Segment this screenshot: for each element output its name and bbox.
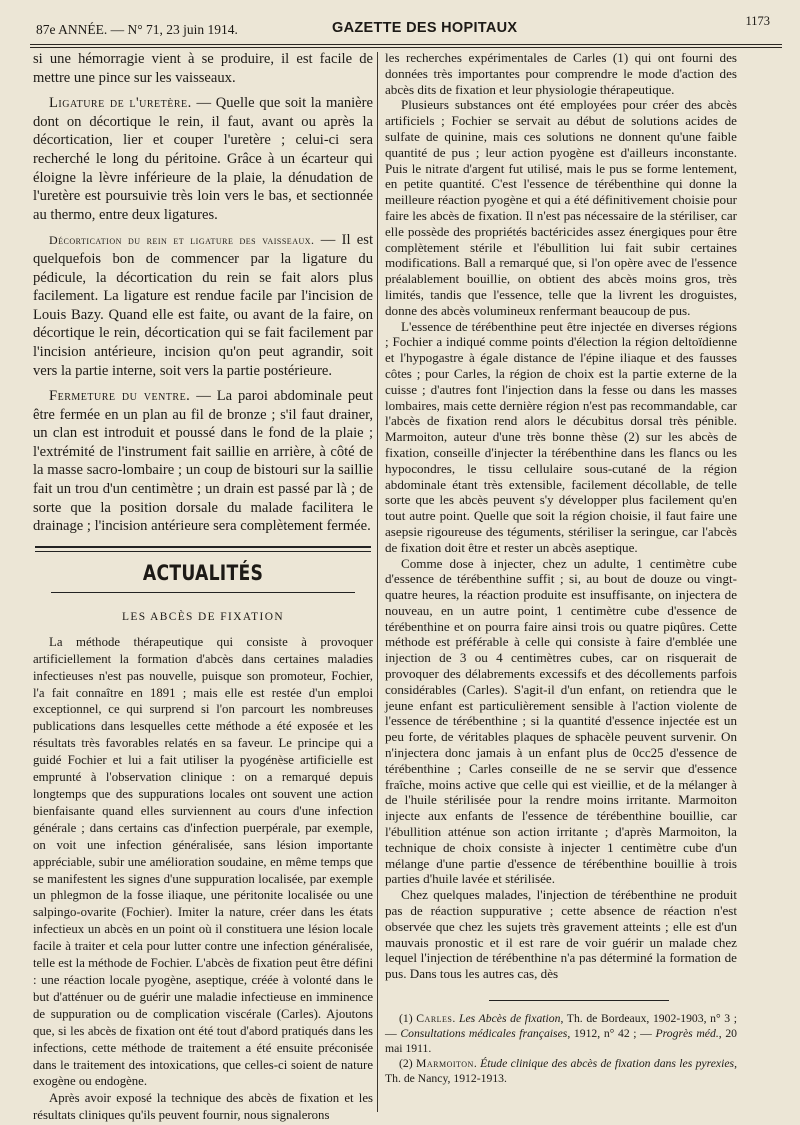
- paragraph: [33, 231, 373, 380]
- paragraph: si une hémorragie vient à se produire, il est facile de mettre une pince sur les vaisseaux.: [33, 51, 373, 86]
- paragraph: L'essence de térébenthine peut être injectée en diverses régions ; Fochier a indiqué comme points d'élection la région deltoïdienne et l'hypogastre à égale distance de l'épine iliaque et des fausses côtes ; pour Carles, la région de choix est la partie externe de la cuisse ; d'autres font l'injection dans la fesse ou dans les masses lombaires, mais cette dernière région n'est pas recommandable, car l'abcès de fixation rend alors le décubitus dorsal très pénible. Marmoiton, auteur d'une très bonne thèse (2) sur les abcès de fixation, conseille d'injecter la térébenthine dans les flancs ou les hypocondres, le tissu cellulaire sous-cutané de la région abdominale étant très extensible, facilement décollable, de telle sorte que les abcès peuvent s'y développer plus facilement qu'en tout autre point. Quelle que soit la région choisie, il faut faire une asepsie rigoureuse des téguments, stériliser la seringue, car l'abcès de fixation doit être et rester un abcès aseptique.: [385, 318, 737, 555]
- paragraph: Comme dose à injecter, chez un adulte, 1 centimètre cube d'essence de térébenthine suffit ; si, au bout de douze ou vingt-quatre heures, la réaction produite est insuffisante, on injectera de nouveau, en un autre point, 1 centimètre cube d'essence de térébenthine et on pourra faire ainsi trois ou quatre piqûres. Cette méthode est préférable à celle qui consiste à faire d'emblée une injection de 3 ou 4 centimètres cubes, car on risquerait de provoquer des délabrements excessifs et des décollements parfois considérables (Carles). S'agit-il d'un enfant, on retiendra que le jeune enfant est particulièrement sensible à l'action violente de l'essence de térébenthine ; si la quantité d'essence injectée est un peu forte, de véritables plaques de sphacèle peuvent survenir. On n'injectera donc jamais à un enfant plus de 0cc25 d'essence de térébenthine ; Carles conseille de ne se servir que d'essence fraîche, moins active que celle qui est vieillie, et de la mélanger à de l'huile stérilisée pour la rendre moins irritante. Marmoiton injecte aux enfants de l'essence de térébenthine bouillie, car l'ébullition atténue son action irritante ; d'après Marmoiton, la technique de choix consiste à injecter 1 centimètre cube d'un mélange d'une partie d'essence de térébenthine bouillie à trois parties d'huile lavée et stérilisée.: [385, 555, 737, 887]
- section-rule-thin: [51, 592, 355, 593]
- footnotes: [385, 1011, 737, 1086]
- page-number: 1173: [745, 14, 770, 28]
- footnote-marker: (2): [399, 1057, 416, 1071]
- footnote-text: , Th. de Bordeaux, 1902-1903, n° 3 ; —: [385, 1012, 737, 1041]
- section-rule: [35, 546, 371, 552]
- paragraph-text: — La paroi abdominale peut être fermée en un plan au fil de bronze ; s'il faut drainer, un clan est introduit et poussé dans le fond de la plaie ; l'extrémité de l'instrument fait saillie en arrière, à côté de la masse sacro-lombaire ; un coup de bistouri sur la saillie fait un trou d'un centimètre ; un drain est passé par là ; de sorte que la position dorsale du malade facilitera le drainage ; l'incision antérieure sera complètement fermée.: [33, 388, 373, 535]
- footnote-text: , 20 mai 1911.: [385, 1027, 738, 1056]
- section-heading: Décortication du rein et ligature des vaisseaux.: [49, 233, 315, 248]
- section-heading: Ligature de l'uretère.: [49, 95, 192, 112]
- left-column: [33, 50, 373, 1124]
- footnote-text: .: [473, 1057, 481, 1071]
- footnote: [385, 1056, 737, 1086]
- paragraph: Plusieurs substances ont été employées pour créer des abcès artificiels ; Fochier se servait au début de solutions acides de sulfate de quinine, mais ces solutions ne donnent qu'une faible quantité de pus ; leur action pyogène est d'ailleurs inconstante. Puis le nitrate d'argent fut utilisé, mais le pus se forme lentement, en petite quantité. C'est l'essence de térébenthine qui donne la meilleure réaction pyogène et qui a été définitivement choisie pour faire les abcès de fixation. Il n'est pas nécessaire de la stériliser, car elle possède des propriétés bactéricides assez énergiques pour être complètement stérile et l'ébullition lui fait subir certaines modifications. Ball a remarqué que, si l'on opère avec de l'essence préalablement bouillie, on obtient des abcès moins gros, très limités, tandis que l'essence, telle que la livrent les droguistes, donne des abcès volumineux renfermant beaucoup de pus.: [385, 97, 737, 318]
- paragraph: Après avoir exposé la technique des abcès de fixation et les résultats cliniques qu'ils peuvent fournir, nous signalerons: [33, 1091, 373, 1123]
- author-name: Carles: [416, 1012, 453, 1026]
- right-column: [385, 50, 737, 1086]
- footnote: [385, 1011, 737, 1056]
- issue-line: 87e ANNÉE. — N° 71, 23 juin 1914.: [36, 22, 238, 37]
- work-title: Consultations médicales françaises: [400, 1027, 568, 1041]
- article-title: LES ABCÈS DE FIXATION: [122, 610, 284, 623]
- work-title: Progrès méd.: [655, 1027, 719, 1041]
- paragraph: Chez quelques malades, l'injection de térébenthine ne produit pas de réaction suppurative ; cette absence de réaction n'est observée que chez les sujets très gravement atteints ; elle est d'un mauvais pronostic et il est rare de voir guérir un malade chez lequel l'injection de térébenthine n'a pas déterminé la formation de pus. Dans tous les autres cas, dès: [385, 887, 737, 982]
- footnote-text: , Th. de Nancy, 1912-1913.: [385, 1057, 737, 1086]
- column-divider: [377, 52, 378, 1112]
- footnote-text: , 1912, n° 42 ; —: [567, 1027, 656, 1041]
- page-header: [36, 14, 778, 40]
- paragraph: La méthode thérapeutique qui consiste à provoquer artificiellement la formation d'abcès dans certaines maladies infectieuses n'est pas nouvelle, puisque son promoteur, Fochier, l'a fait connaître en 1891 ; mais elle est restée d'un emploi exceptionnel, ce qui surprend si l'on parcourt les nombreuses publications dans lesquelles cette méthode a été exposée et les résultats très favorables relatés en sa faveur. Le principe qui a guidé Fochier et lui a fait utiliser la pyogénèse artificielle est emprunté à l'observation clinique : on a remarqué depuis longtemps que des suppurations locales ont souvent une action bienfaisante quand elles surviennent au cours d'une infection générale ; dans certains cas d'infection puerpérale, par exemple, on voit une infection généralisée, sans lésion importante appréciable, subir une amélioration soudaine, en même temps que se manifestent les signes d'une suppuration localisée, par exemple un phlegmon de la fosse iliaque, une péritonite localisée ou une salpingo-ovarite (Fochier). Imiter la nature, créer dans les états infectieux un abcès en un point où il constituera une lésion locale facile à traiter et cela pour lutter contre une infection généralisée, telle est la méthode de Fochier. L'abcès de fixation peut être défini : une réaction locale pyogène, aseptique, créée à volonté dans le but d'atténuer ou de guérir une maladie infectieuse en imminence de suppuration ou de complication viscérale (Carles). Ajoutons que, si les abcès de fixation ont été tout d'abord pratiqués dans les infections, cette méthode de traitement a été ensuite préconisée dans le traitement des intoxications, que celles-ci soient de nature exogène ou endogène.: [33, 634, 373, 1089]
- paragraph: [33, 387, 373, 536]
- header-rule: [30, 44, 782, 48]
- footnote-text: .: [452, 1012, 459, 1026]
- author-name: Marmoiton: [415, 1057, 474, 1071]
- section-heading: Fermeture du ventre.: [49, 388, 191, 405]
- footnote-marker: (1): [399, 1012, 417, 1026]
- work-title: Les Abcès de fixation: [458, 1012, 561, 1026]
- paragraph-text: — Quelle que soit la manière dont on décortique le rein, il faut, avant ou après la décortication, lier et couper l'uretère ; celui-ci sera recherché le long du péritoine. Grâce à un écarteur qui éloigne la lèvre inférieure de la plaie, la dénudation de l'uretère est poursuivie très loin vers le bas, et sectionnée au thermo, entre deux ligatures.: [33, 95, 373, 223]
- section-title: ACTUALITÉS: [142, 560, 264, 585]
- journal-title: GAZETTE DES HOPITAUX: [332, 20, 518, 36]
- paragraph: les recherches expérimentales de Carles (1) qui ont fourni des données très importantes pour comprendre le mode d'action des abcès dits de fixation et leur physiologie thérapeutique.: [385, 50, 737, 97]
- footnote-rule: [489, 1000, 669, 1001]
- paragraph: [33, 94, 373, 224]
- paragraph-text: — Il est quelquefois bon de commencer par la ligature du pédicule, la décortication du rein se fait alors plus facilement. La ligature est rendue facile par l'incision de Louis Bazy. Quand elle est faite, ou avant de la faire, on décortique le rein, décortication qui se fait facilement par l'incision antérieure, incision qu'on peut agrandir, soit vers la partie interne, soit vers la partie postérieure.: [33, 232, 373, 379]
- work-title: Étude clinique des abcès de fixation dans les pyrexies: [480, 1057, 735, 1071]
